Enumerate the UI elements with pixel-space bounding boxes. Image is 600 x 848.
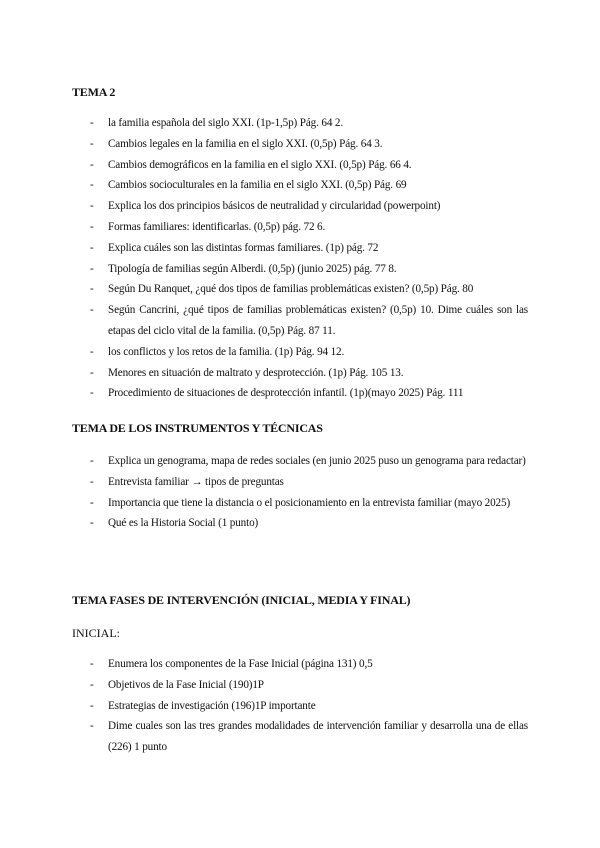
list-item [0,155,528,176]
list-item [0,654,528,675]
instrumentos-heading: TEMA DE LOS INSTRUMENTOS Y TÉCNICAS [72,421,323,435]
list-item-text: Dime cuales son las tres grandes modalidades de intervención familiar y desarrolla una de ellas (226) 1 punto [108,720,528,754]
list-item-text: Menores en situación de maltrato y desprotección. (1p) Pág. 105 13. [108,366,404,379]
bullet-dash: - [90,387,94,400]
list-item [0,472,528,493]
list-item [0,238,528,259]
list-item [0,675,528,696]
bullet-dash: - [90,475,94,488]
list-item-text: Enumera los componentes de la Fase Inicial (página 131) 0,5 [108,658,373,670]
bullet-dash: - [90,220,94,233]
bullet-dash: - [90,678,94,691]
bullet-dash: - [90,117,94,129]
list-item-text: Explica un genograma, mapa de redes sociales (en junio 2025 puso un genograma para redactar) [108,455,526,467]
list-item-text: Explica los dos principios básicos de neutralidad y circularidad (powerpoint) [108,200,441,213]
bullet-dash: - [90,455,94,467]
list-item [0,493,528,514]
list-item [0,196,528,217]
bullet-dash: - [90,241,94,254]
list-item-text: la familia española del siglo XXI. (1p-1,5p) Pág. 64 2. [108,117,344,129]
bullet-dash: - [90,517,94,530]
fases-heading: TEMA FASES DE INTERVENCIÓN (INICIAL, MEDIA Y FINAL) [72,593,411,607]
bullet-dash: - [90,496,94,509]
bullet-dash: - [90,720,94,733]
bullet-dash: - [90,699,94,712]
list-item-text: Explica cuáles son las distintas formas familiares. (1p) pág. 72 [108,241,379,254]
list-item [0,342,528,363]
list-item-text: Importancia que tiene la distancia o el posicionamiento en la entrevista familiar (mayo 2025) [108,496,511,509]
bullet-dash: - [90,658,94,670]
list-item-text: Estrategias de investigación (196)1P importante [108,699,316,712]
list-item [0,696,528,717]
list-item-text: Entrevista familiar → tipos de preguntas [108,475,284,488]
list-item [0,300,528,342]
list-item [0,383,528,404]
bullet-dash: - [90,200,94,213]
bullet-dash: - [90,158,94,171]
list-item-text: Según Cancrini, ¿qué tipos de familias problemáticas existen? (0,5p) 10. Dime cuáles son las etapas del ciclo vital de la familia. (0,5p) Pág. 87 11. [108,304,528,337]
list-item [0,113,528,134]
list-item [0,175,528,196]
list-item [0,279,528,300]
bullet-dash: - [90,262,94,275]
list-item-text: Según Du Ranquet, ¿qué dos tipos de familias problemáticas existen? (0,5p) Pág. 80 [108,283,474,296]
list-item [0,217,528,238]
list-item-text: Objetivos de la Fase Inicial (190)1P [108,678,264,691]
bullet-dash: - [90,304,94,317]
instrumentos-list [0,451,600,534]
list-item-text: Cambios demográficos en la familia en el siglo XXI. (0,5p) Pág. 66 4. [108,158,412,171]
bullet-dash: - [90,179,94,192]
list-item [0,513,528,534]
list-item-text: Formas familiares: identificarlas. (0,5p) pág. 72 6. [108,220,326,233]
list-item [0,259,528,280]
list-item-text: los conflictos y los retos de la familia. (1p) Pág. 94 12. [108,345,345,358]
list-item-text: Cambios socioculturales en la familia en el siglo XXI. (0,5p) Pág. 69 [108,179,407,192]
list-item [0,451,528,472]
inicial-subheading: INICIAL: [72,626,120,640]
bullet-dash: - [90,137,94,150]
list-item [0,363,528,384]
fases-list [0,654,600,758]
bullet-dash: - [90,345,94,358]
list-item-text: Tipología de familias según Alberdi. (0,5p) (junio 2025) pág. 77 8. [108,262,397,275]
bullet-dash: - [90,366,94,379]
list-item [0,716,528,758]
list-item-text: Procedimiento de situaciones de desprotección infantil. (1p)(mayo 2025) Pág. 111 [108,387,464,400]
list-item-text: Cambios legales en la familia en el siglo XXI. (0,5p) Pág. 64 3. [108,137,383,150]
list-item-text: Qué es la Historia Social (1 punto) [108,517,259,530]
tema2-heading: TEMA 2 [72,85,116,99]
list-item [0,134,528,155]
bullet-dash: - [90,283,94,296]
tema2-list [0,113,600,404]
